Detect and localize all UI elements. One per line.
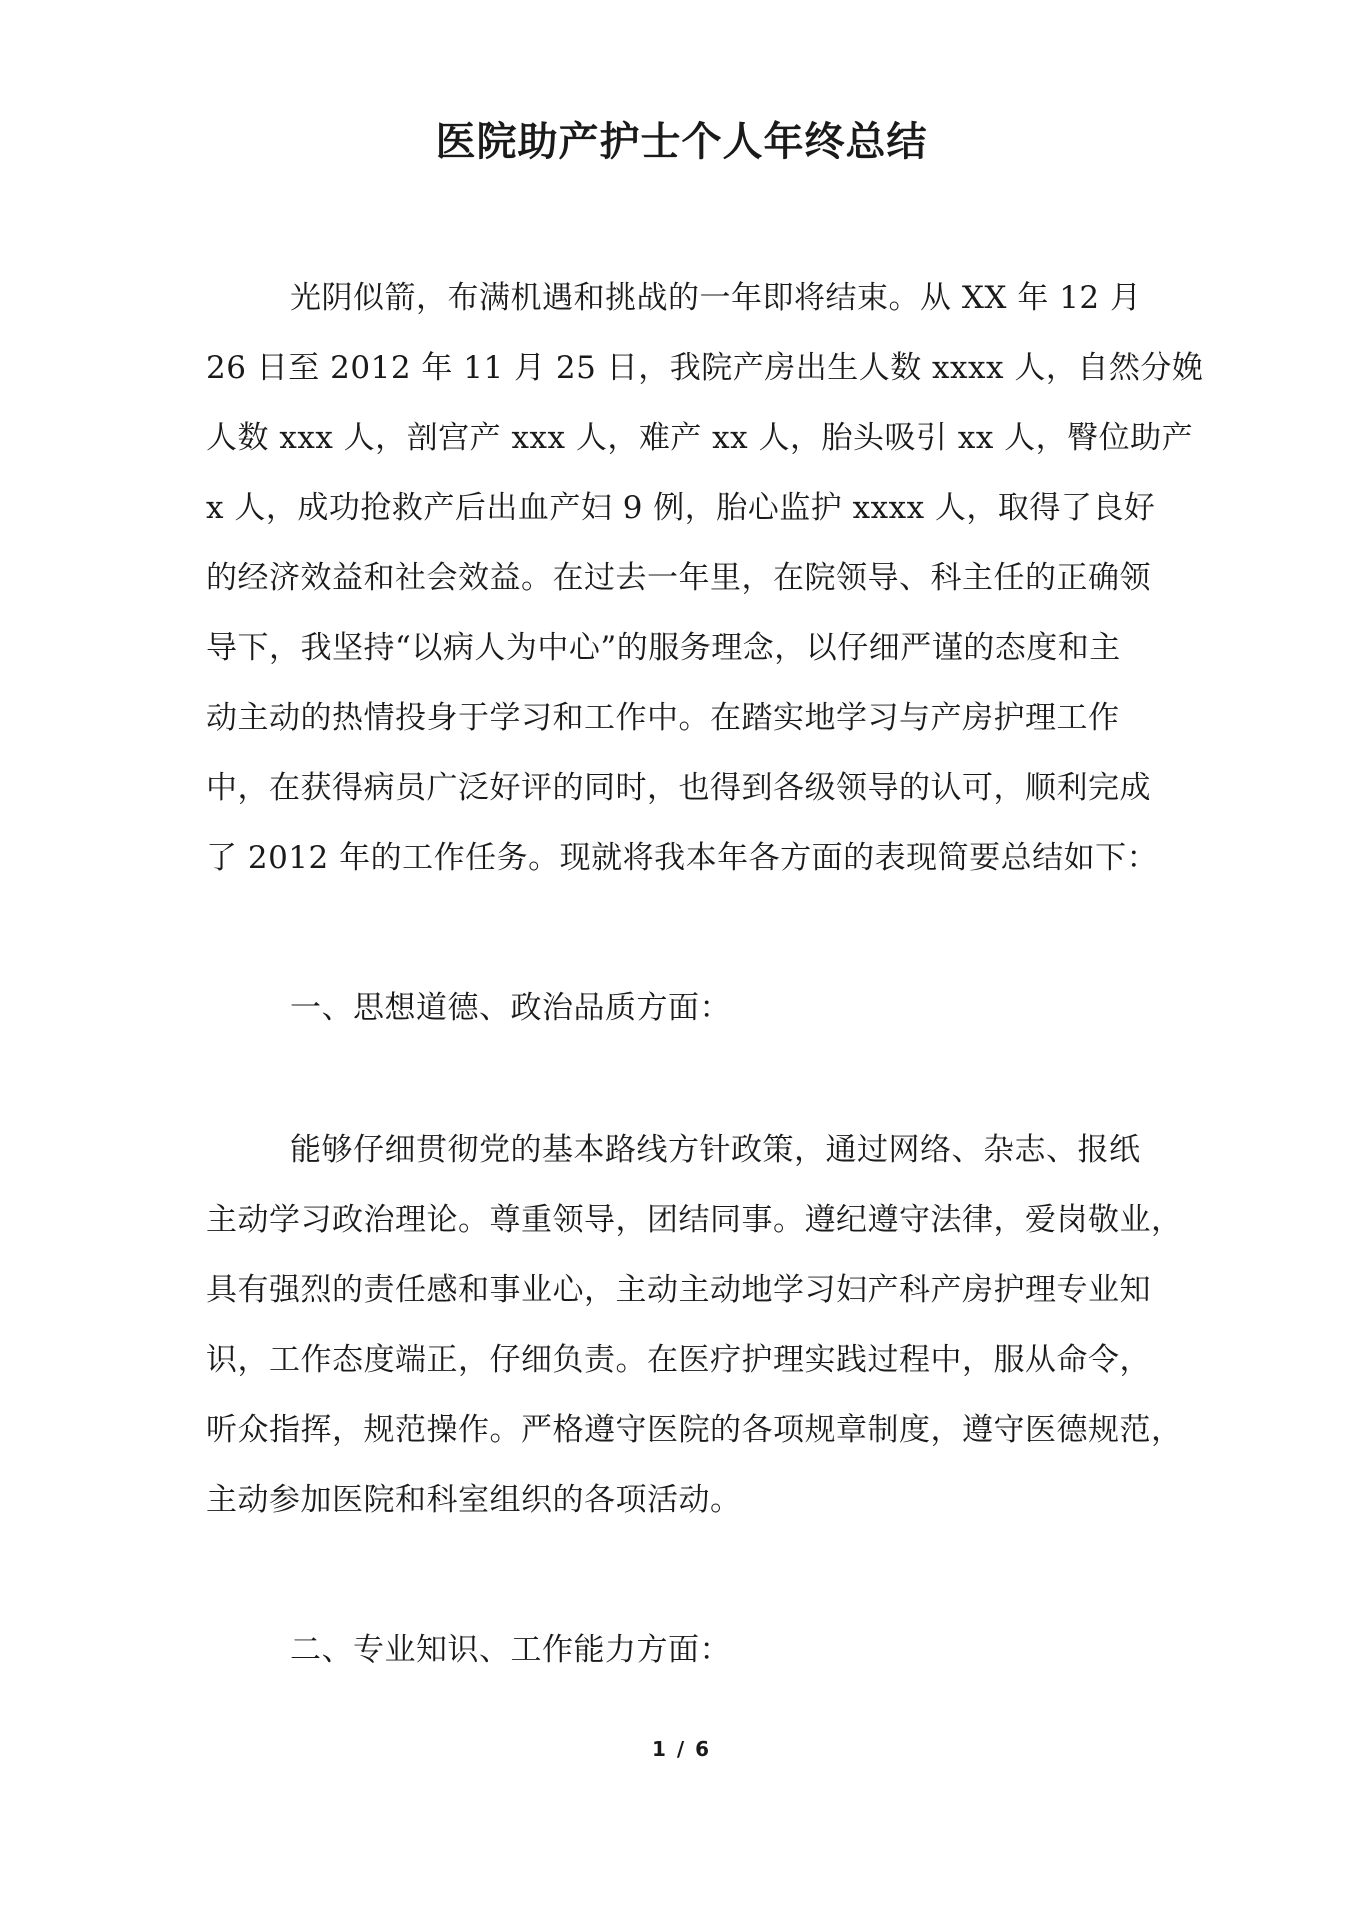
section-heading: 二、专业知识、工作能力方面： (290, 1632, 731, 1668)
section-heading: 一、思想道德、政治品质方面： (290, 990, 731, 1026)
paragraph-line: 主动学习政治理论。尊重领导，团结同事。遵纪遵守法律，爱岗敬业， (206, 1202, 1183, 1238)
paragraph-line: 人数 xxx 人，剖宫产 xxx 人，难产 xx 人，胎头吸引 xx 人，臀位助产 (206, 420, 1194, 456)
paragraph-line: 具有强烈的责任感和事业心，主动主动地学习妇产科产房护理专业知 (206, 1272, 1151, 1308)
paragraph-line: 了 2012 年的工作任务。现就将我本年各方面的表现简要总结如下： (206, 840, 1159, 876)
paragraph-line: 光阴似箭，布满机遇和挑战的一年即将结束。从 XX 年 12 月 (290, 280, 1142, 316)
paragraph-line: 26 日至 2012 年 11 月 25 日，我院产房出生人数 xxxx 人，自然分娩 (206, 350, 1204, 386)
document-title: 医院助产护士个人年终总结 (435, 118, 928, 165)
paragraph-line: 的经济效益和社会效益。在过去一年里，在院领导、科主任的正确领 (206, 560, 1151, 596)
paragraph-line: 听众指挥，规范操作。严格遵守医院的各项规章制度，遵守医德规范， (206, 1412, 1183, 1448)
paragraph-line: 识，工作态度端正，仔细负责。在医疗护理实践过程中，服从命令， (206, 1342, 1151, 1378)
paragraph-line: 能够仔细贯彻党的基本路线方针政策，通过网络、杂志、报纸 (290, 1132, 1141, 1168)
paragraph-line: x 人，成功抢救产后出血产妇 9 例，胎心监护 xxxx 人，取得了良好 (206, 490, 1156, 526)
page-number: 1 / 6 (651, 1737, 712, 1761)
paragraph-line: 主动参加医院和科室组织的各项活动。 (206, 1482, 742, 1518)
paragraph-line: 动主动的热情投身于学习和工作中。在踏实地学习与产房护理工作 (206, 700, 1120, 736)
paragraph-line: 导下，我坚持“以病人为中心”的服务理念，以仔细严谨的态度和主 (206, 630, 1121, 666)
paragraph-line: 中，在获得病员广泛好评的同时，也得到各级领导的认可，顺利完成 (206, 770, 1151, 806)
